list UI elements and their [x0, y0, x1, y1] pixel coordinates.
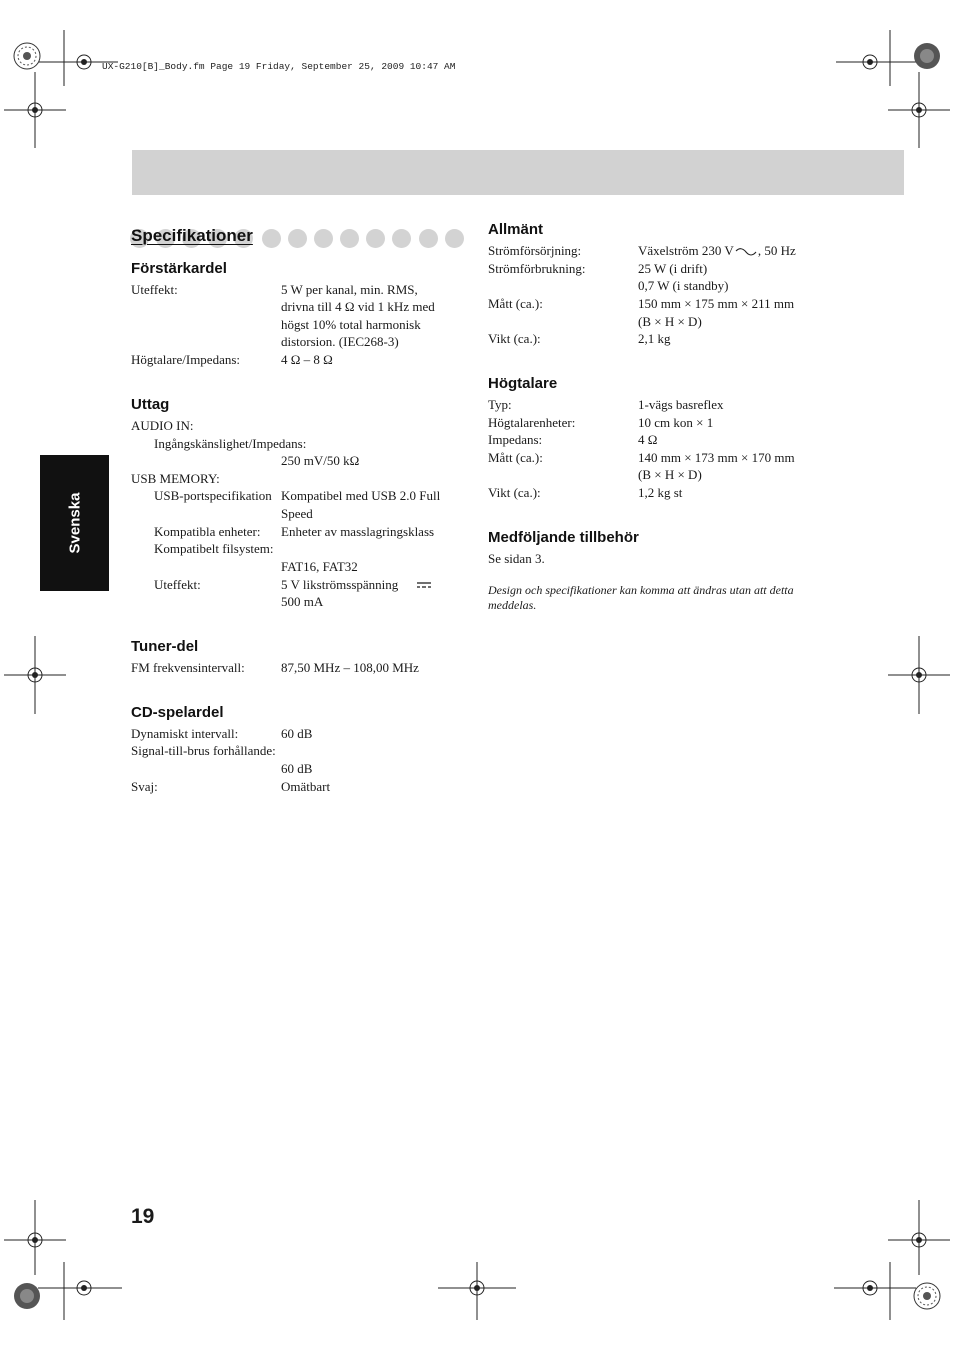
- spec-value: (B × H × D): [638, 467, 702, 482]
- spec-label: Vikt (ca.):: [488, 331, 541, 346]
- spec-text: Se sidan 3.: [488, 551, 545, 566]
- spec-label: AUDIO IN:: [131, 418, 194, 433]
- spec-value: 60 dB: [281, 726, 313, 741]
- spec-label: Typ:: [488, 397, 512, 412]
- spec-label: Kompatibelt filsystem:: [154, 541, 274, 556]
- spec-label: Dynamiskt intervall:: [131, 726, 239, 741]
- spec-value: 0,7 W (i standby): [638, 278, 729, 293]
- spec-value: 500 mA: [281, 594, 324, 609]
- spec-value: 150 mm × 175 mm × 211 mm: [638, 296, 795, 311]
- spec-label: Signal-till-brus forhållande:: [131, 743, 276, 758]
- dc-symbol-icon: [416, 581, 432, 590]
- section-heading-cd: CD-spelardel: [131, 704, 224, 721]
- spec-value: 25 W (i drift): [638, 261, 708, 276]
- section-heading-tillbehor: Medföljande tillbehör: [488, 529, 639, 546]
- title-dot: [366, 229, 385, 248]
- spec-label: Mått (ca.):: [488, 450, 543, 465]
- spec-value: högst 10% total harmonisk: [281, 317, 421, 332]
- spec-value: FAT16, FAT32: [281, 559, 358, 574]
- spec-value: 4 Ω: [638, 432, 658, 447]
- spec-label: Svaj:: [131, 779, 158, 794]
- spec-value: 87,50 MHz – 108,00 MHz: [281, 660, 419, 675]
- spec-label: Strömförbrukning:: [488, 261, 586, 276]
- spec-value: 140 mm × 173 mm × 170 mm: [638, 450, 795, 465]
- title-dot: [340, 229, 359, 248]
- spec-value: 1,2 kg st: [638, 485, 683, 500]
- title-dot: [288, 229, 307, 248]
- spec-label: Högtalare/Impedans:: [131, 352, 241, 367]
- spec-value: 60 dB: [281, 761, 313, 776]
- spec-value: 1-vägs basreflex: [638, 397, 724, 412]
- language-tab: [40, 455, 109, 591]
- spec-label: Kompatibla enheter:: [154, 524, 261, 539]
- spec-value: Omätbart: [281, 779, 331, 794]
- language-tab-label: Svenska: [66, 492, 83, 554]
- spec-label: Strömförsörjning:: [488, 243, 582, 258]
- spec-value: 10 cm kon × 1: [638, 415, 714, 430]
- title-dot: [314, 229, 333, 248]
- spec-label: Uteffekt:: [131, 282, 178, 297]
- spec-value: 5 W per kanal, min. RMS,: [281, 282, 418, 297]
- page-title: Specifikationer: [131, 226, 253, 245]
- spec-label: Vikt (ca.):: [488, 485, 541, 500]
- section-heading-forstarkardel: Förstärkardel: [131, 260, 227, 277]
- spec-value-part: Växelström 230 V: [638, 243, 734, 258]
- title-dot: [445, 229, 464, 248]
- spec-value: distorsion. (IEC268-3): [281, 334, 399, 349]
- file-info-header: UX-G210[B]_Body.fm Page 19 Friday, September 25, 2009 10:47 AM: [102, 61, 456, 72]
- spec-label: Impedans:: [488, 432, 543, 447]
- section-heading-hogtalare: Högtalare: [488, 375, 558, 392]
- section-heading-allmant: Allmänt: [488, 221, 544, 238]
- spec-label: Ingångskänslighet/Impedans:: [154, 436, 307, 451]
- spec-value: 2,1 kg: [638, 331, 671, 346]
- title-dot: [392, 229, 411, 248]
- spec-value: 4 Ω – 8 Ω: [281, 352, 333, 367]
- spec-value: Speed: [281, 506, 313, 521]
- spec-label: Uteffekt:: [154, 577, 201, 592]
- spec-value: Kompatibel med USB 2.0 Full: [281, 488, 441, 503]
- title-dot: [262, 229, 281, 248]
- spec-value: 250 mV/50 kΩ: [281, 453, 360, 468]
- section-heading-tuner: Tuner-del: [131, 638, 199, 655]
- section-heading-uttag: Uttag: [131, 396, 170, 413]
- spec-value-part: , 50 Hz: [757, 243, 796, 258]
- spec-label: FM frekvensintervall:: [131, 660, 245, 675]
- ac-tilde-icon: [735, 247, 757, 257]
- spec-label: Högtalarenheter:: [488, 415, 576, 430]
- title-dot: [419, 229, 438, 248]
- page-number: 19: [131, 1205, 155, 1228]
- spec-label: Mått (ca.):: [488, 296, 543, 311]
- spec-value: (B × H × D): [638, 314, 702, 329]
- spec-value: Enheter av masslagringsklass: [281, 524, 435, 539]
- spec-label: USB MEMORY:: [131, 471, 220, 486]
- spec-value: [638, 242, 796, 260]
- header-band: [132, 150, 904, 195]
- spec-value: 5 V likströmsspänning: [281, 577, 399, 592]
- disclaimer-note: Design och specifikationer kan komma att ändras utan att detta meddelas.: [488, 583, 794, 612]
- spec-label: USB-portspecifikation: [154, 488, 272, 503]
- spec-value: drivna till 4 Ω vid 1 kHz med: [281, 299, 435, 314]
